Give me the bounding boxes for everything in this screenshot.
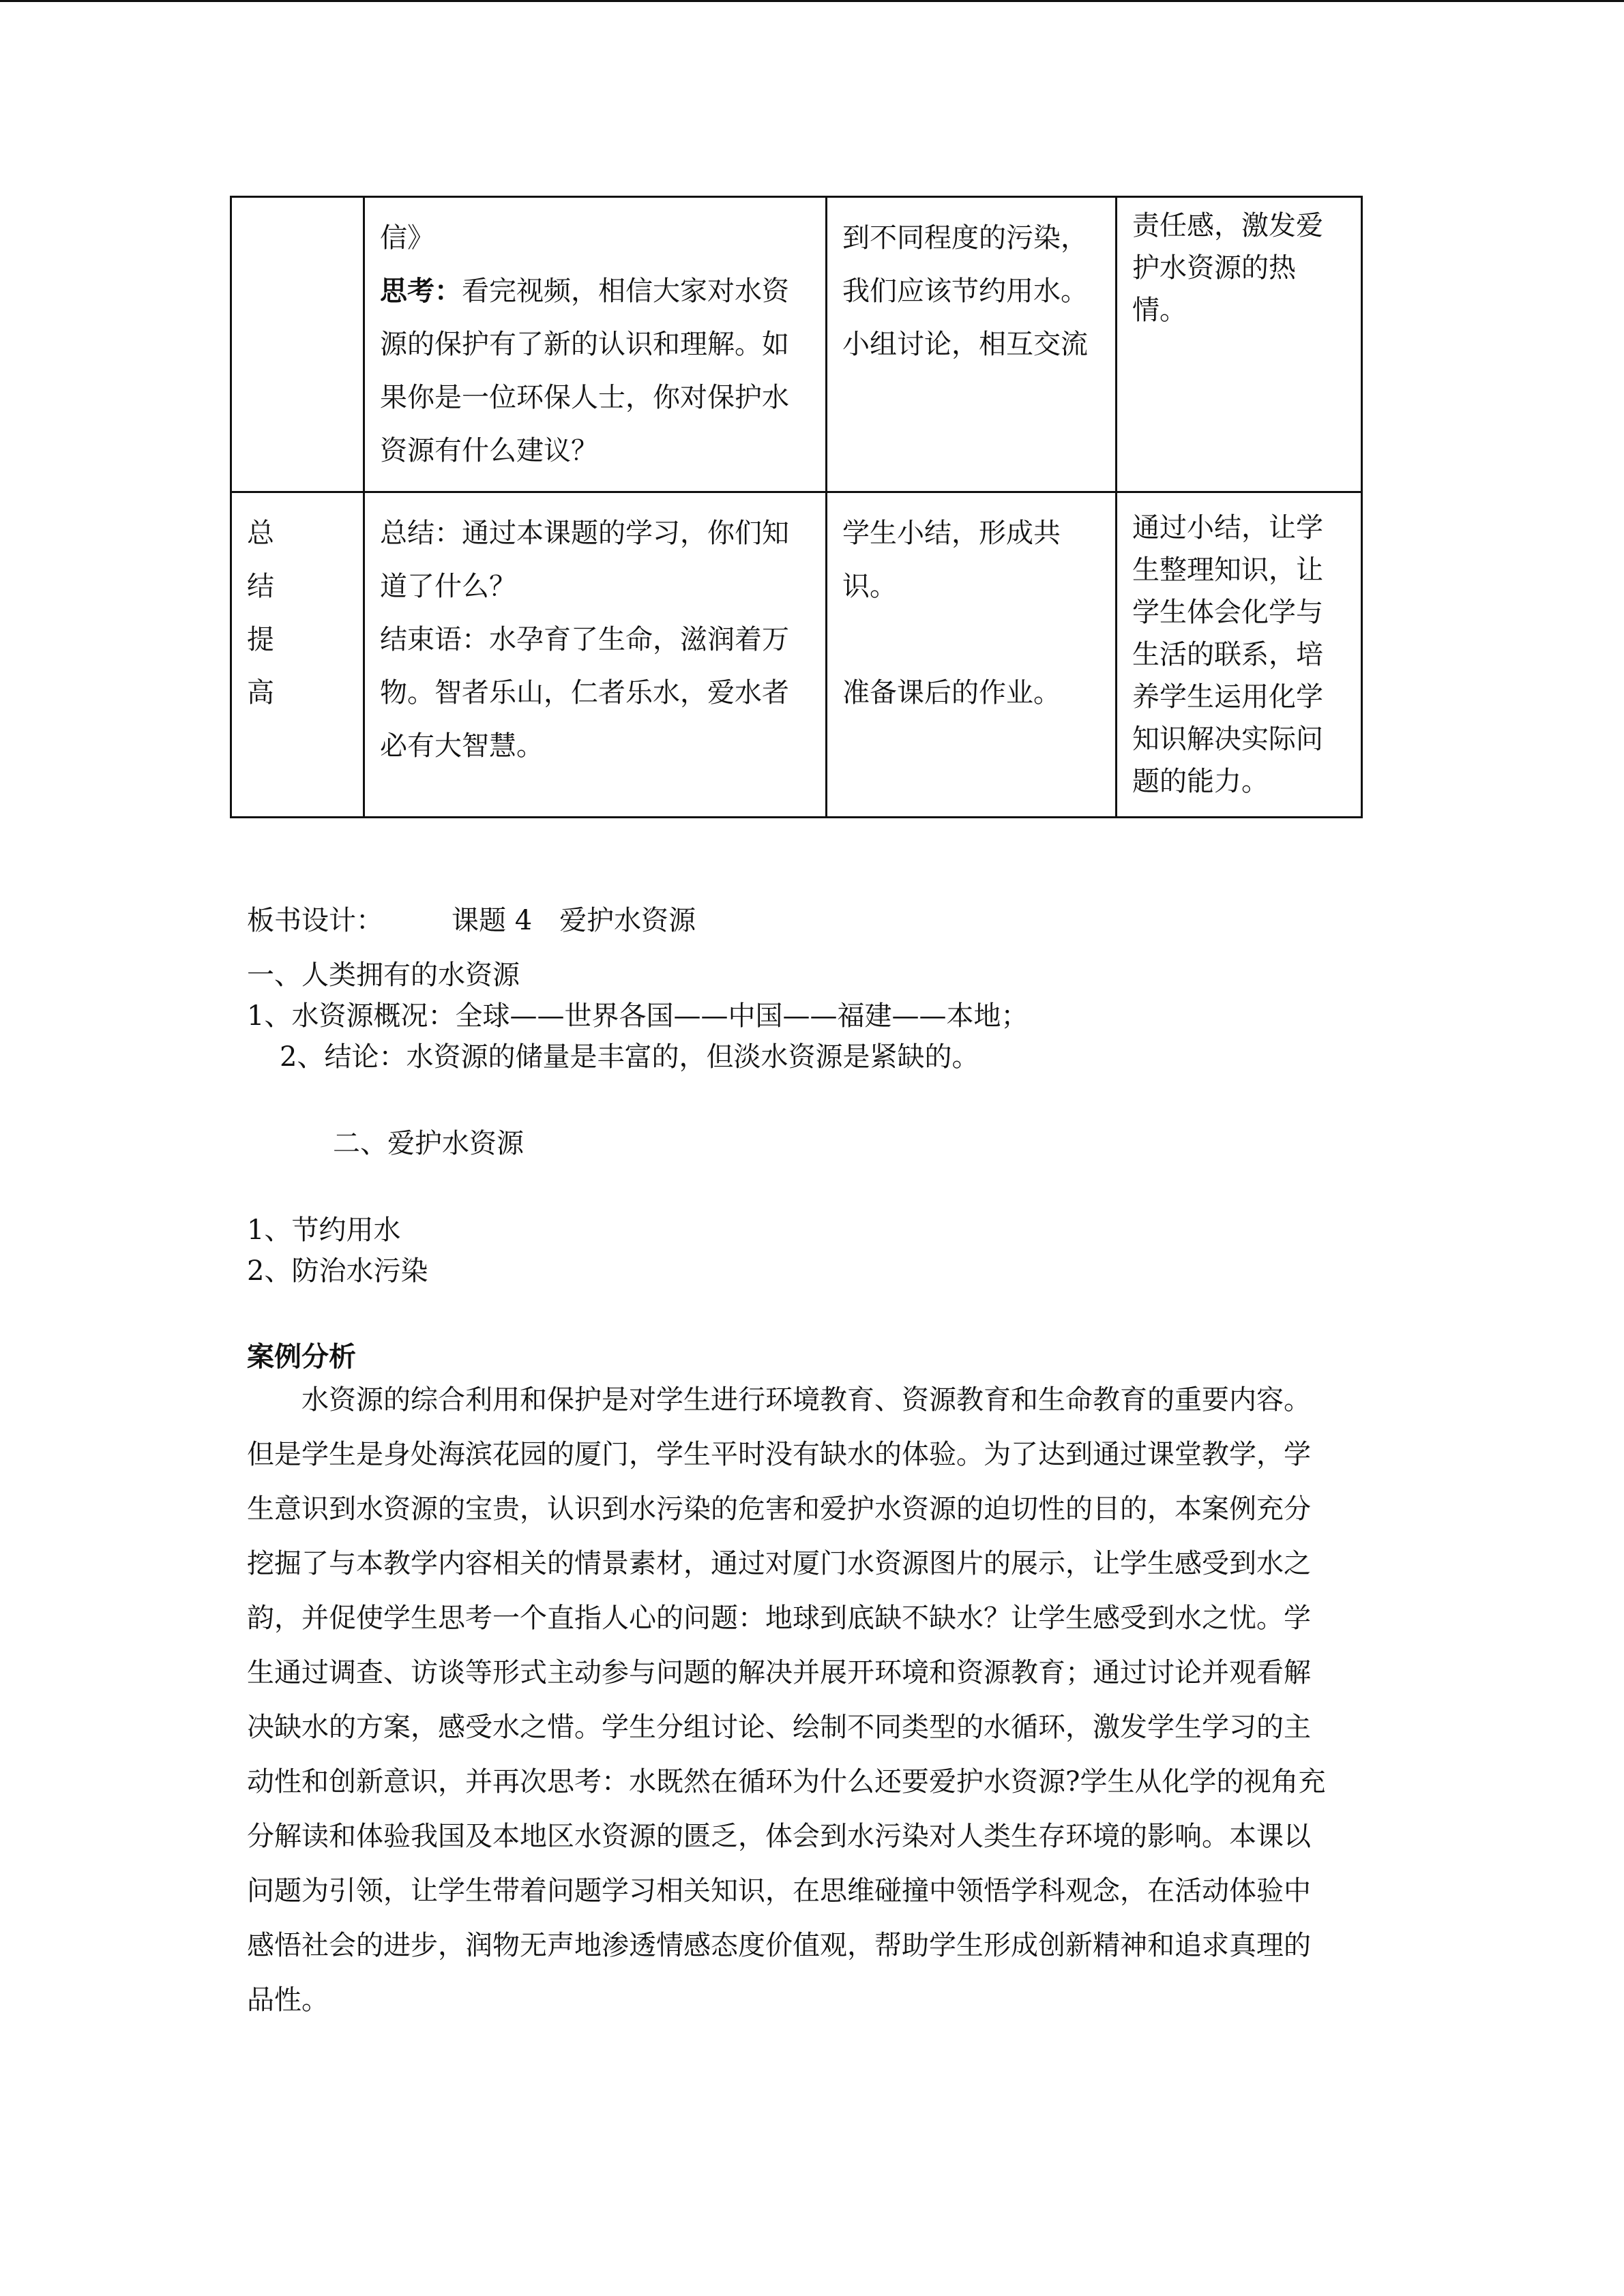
board-section-1: 一、人类拥有的水资源 xyxy=(247,959,520,991)
teacher-activity-cell xyxy=(364,492,827,818)
analysis-line: 韵，并促使学生思考一个直指人心的问题：地球到底缺不缺水？让学生感受到水之忧。学 xyxy=(247,1602,1311,1634)
board-design-heading xyxy=(247,899,696,938)
intent-line: 生整理知识，让 xyxy=(1132,554,1323,586)
board-label: 板书设计： xyxy=(247,905,383,936)
page-top-rule xyxy=(0,0,1624,2)
intent-line: 生活的联系，培 xyxy=(1132,639,1323,670)
design-intent-cell xyxy=(1117,492,1362,818)
student-line: 准备课后的作业。 xyxy=(842,677,1061,709)
board-section-2: 二、爱护水资源 xyxy=(333,1128,524,1159)
case-analysis-body xyxy=(247,1373,1376,2027)
analysis-line: 生通过调查、访谈等形式主动参与问题的解决并展开环境和资源教育；通过讨论并观看解 xyxy=(247,1657,1311,1688)
board-item-2: 2、结论：水资源的储量是丰富的，但淡水资源是紧缺的。 xyxy=(280,1041,979,1073)
lesson-plan-table xyxy=(230,196,1363,818)
student-line: 小组讨论，相互交流 xyxy=(842,329,1088,360)
intent-line: 情。 xyxy=(1132,295,1187,326)
board-course-title: 课题 4 爱护水资源 xyxy=(452,905,696,936)
blank-line xyxy=(842,613,1100,666)
stage-char: 总 xyxy=(247,518,274,549)
table-row xyxy=(231,492,1362,818)
analysis-line: 水资源的综合利用和保护是对学生进行环境教育、资源教育和生命教育的重要内容。 xyxy=(301,1384,1311,1416)
teacher-line: 必有大智慧。 xyxy=(380,730,544,762)
teacher-line: 信》 xyxy=(380,222,434,254)
intent-line: 通过小结，让学 xyxy=(1132,512,1323,543)
teacher-line: 果你是一位环保人士，你对保护水 xyxy=(380,382,789,413)
student-activity-cell xyxy=(827,492,1117,818)
table-row xyxy=(231,197,1362,492)
student-activity-cell xyxy=(827,197,1117,492)
stage-char: 结 xyxy=(247,571,274,602)
student-line: 识。 xyxy=(842,571,897,602)
case-analysis-title: 案例分析 xyxy=(247,1341,356,1373)
analysis-line: 感悟社会的进步，润物无声地渗透情感态度价值观，帮助学生形成创新精神和追求真理的 xyxy=(247,1930,1311,1961)
stage-cell xyxy=(231,492,364,818)
analysis-line: 动性和创新意识，并再次思考：水既然在循环为什么还要爱护水资源?学生从化学的视角充 xyxy=(247,1766,1326,1798)
teacher-line: 看完视频，相信大家对水资 xyxy=(462,275,789,307)
teacher-line: 结束语：水孕育了生命，滋润着万 xyxy=(380,624,789,655)
think-label: 思考： xyxy=(380,275,462,307)
analysis-line: 生意识到水资源的宝贵，认识到水污染的危害和爱护水资源的迫切性的目的，本案例充分 xyxy=(247,1493,1311,1525)
stage-cell xyxy=(231,197,364,492)
board-point-1: 1、节约用水 xyxy=(247,1214,401,1246)
intent-line: 责任感，激发爱 xyxy=(1132,210,1323,241)
analysis-line: 但是学生是身处海滨花园的厦门，学生平时没有缺水的体验。为了达到通过课堂教学，学 xyxy=(247,1439,1311,1470)
analysis-line: 问题为引领，让学生带着问题学习相关知识，在思维碰撞中领悟学科观念，在活动体验中 xyxy=(247,1875,1311,1907)
teacher-activity-cell xyxy=(364,197,827,492)
teacher-line: 道了什么？ xyxy=(380,571,516,602)
intent-line: 知识解决实际问 xyxy=(1132,724,1323,755)
board-point-2: 2、防治水污染 xyxy=(247,1255,428,1287)
analysis-line: 挖掘了与本教学内容相关的情景素材，通过对厦门水资源图片的展示，让学生感受到水之 xyxy=(247,1548,1311,1579)
student-line: 我们应该节约用水。 xyxy=(842,275,1088,307)
intent-line: 学生体会化学与 xyxy=(1132,597,1323,628)
teacher-line: 源的保护有了新的认识和理解。如 xyxy=(380,329,789,360)
intent-line: 护水资源的热 xyxy=(1132,252,1296,284)
analysis-line: 决缺水的方案，感受水之惜。学生分组讨论、绘制不同类型的水循环，激发学生学习的主 xyxy=(247,1712,1311,1743)
analysis-line: 品性。 xyxy=(247,1984,329,2016)
teacher-line: 物。智者乐山，仁者乐水，爱水者 xyxy=(380,677,789,709)
student-line: 学生小结，形成共 xyxy=(842,518,1061,549)
student-line: 到不同程度的污染， xyxy=(842,222,1088,254)
stage-char: 提 xyxy=(247,624,274,655)
design-intent-cell xyxy=(1117,197,1362,492)
board-item-1: 1、水资源概况：全球——世界各国——中国——福建——本地； xyxy=(247,1000,1029,1032)
intent-line: 养学生运用化学 xyxy=(1132,681,1323,713)
intent-line: 题的能力。 xyxy=(1132,766,1269,797)
analysis-line: 分解读和体验我国及本地区水资源的匮乏，体会到水污染对人类生存环境的影响。本课以 xyxy=(247,1821,1311,1852)
stage-char: 高 xyxy=(247,677,274,709)
teacher-line: 总结：通过本课题的学习，你们知 xyxy=(380,518,789,549)
teacher-line: 资源有什么建议？ xyxy=(380,435,598,466)
